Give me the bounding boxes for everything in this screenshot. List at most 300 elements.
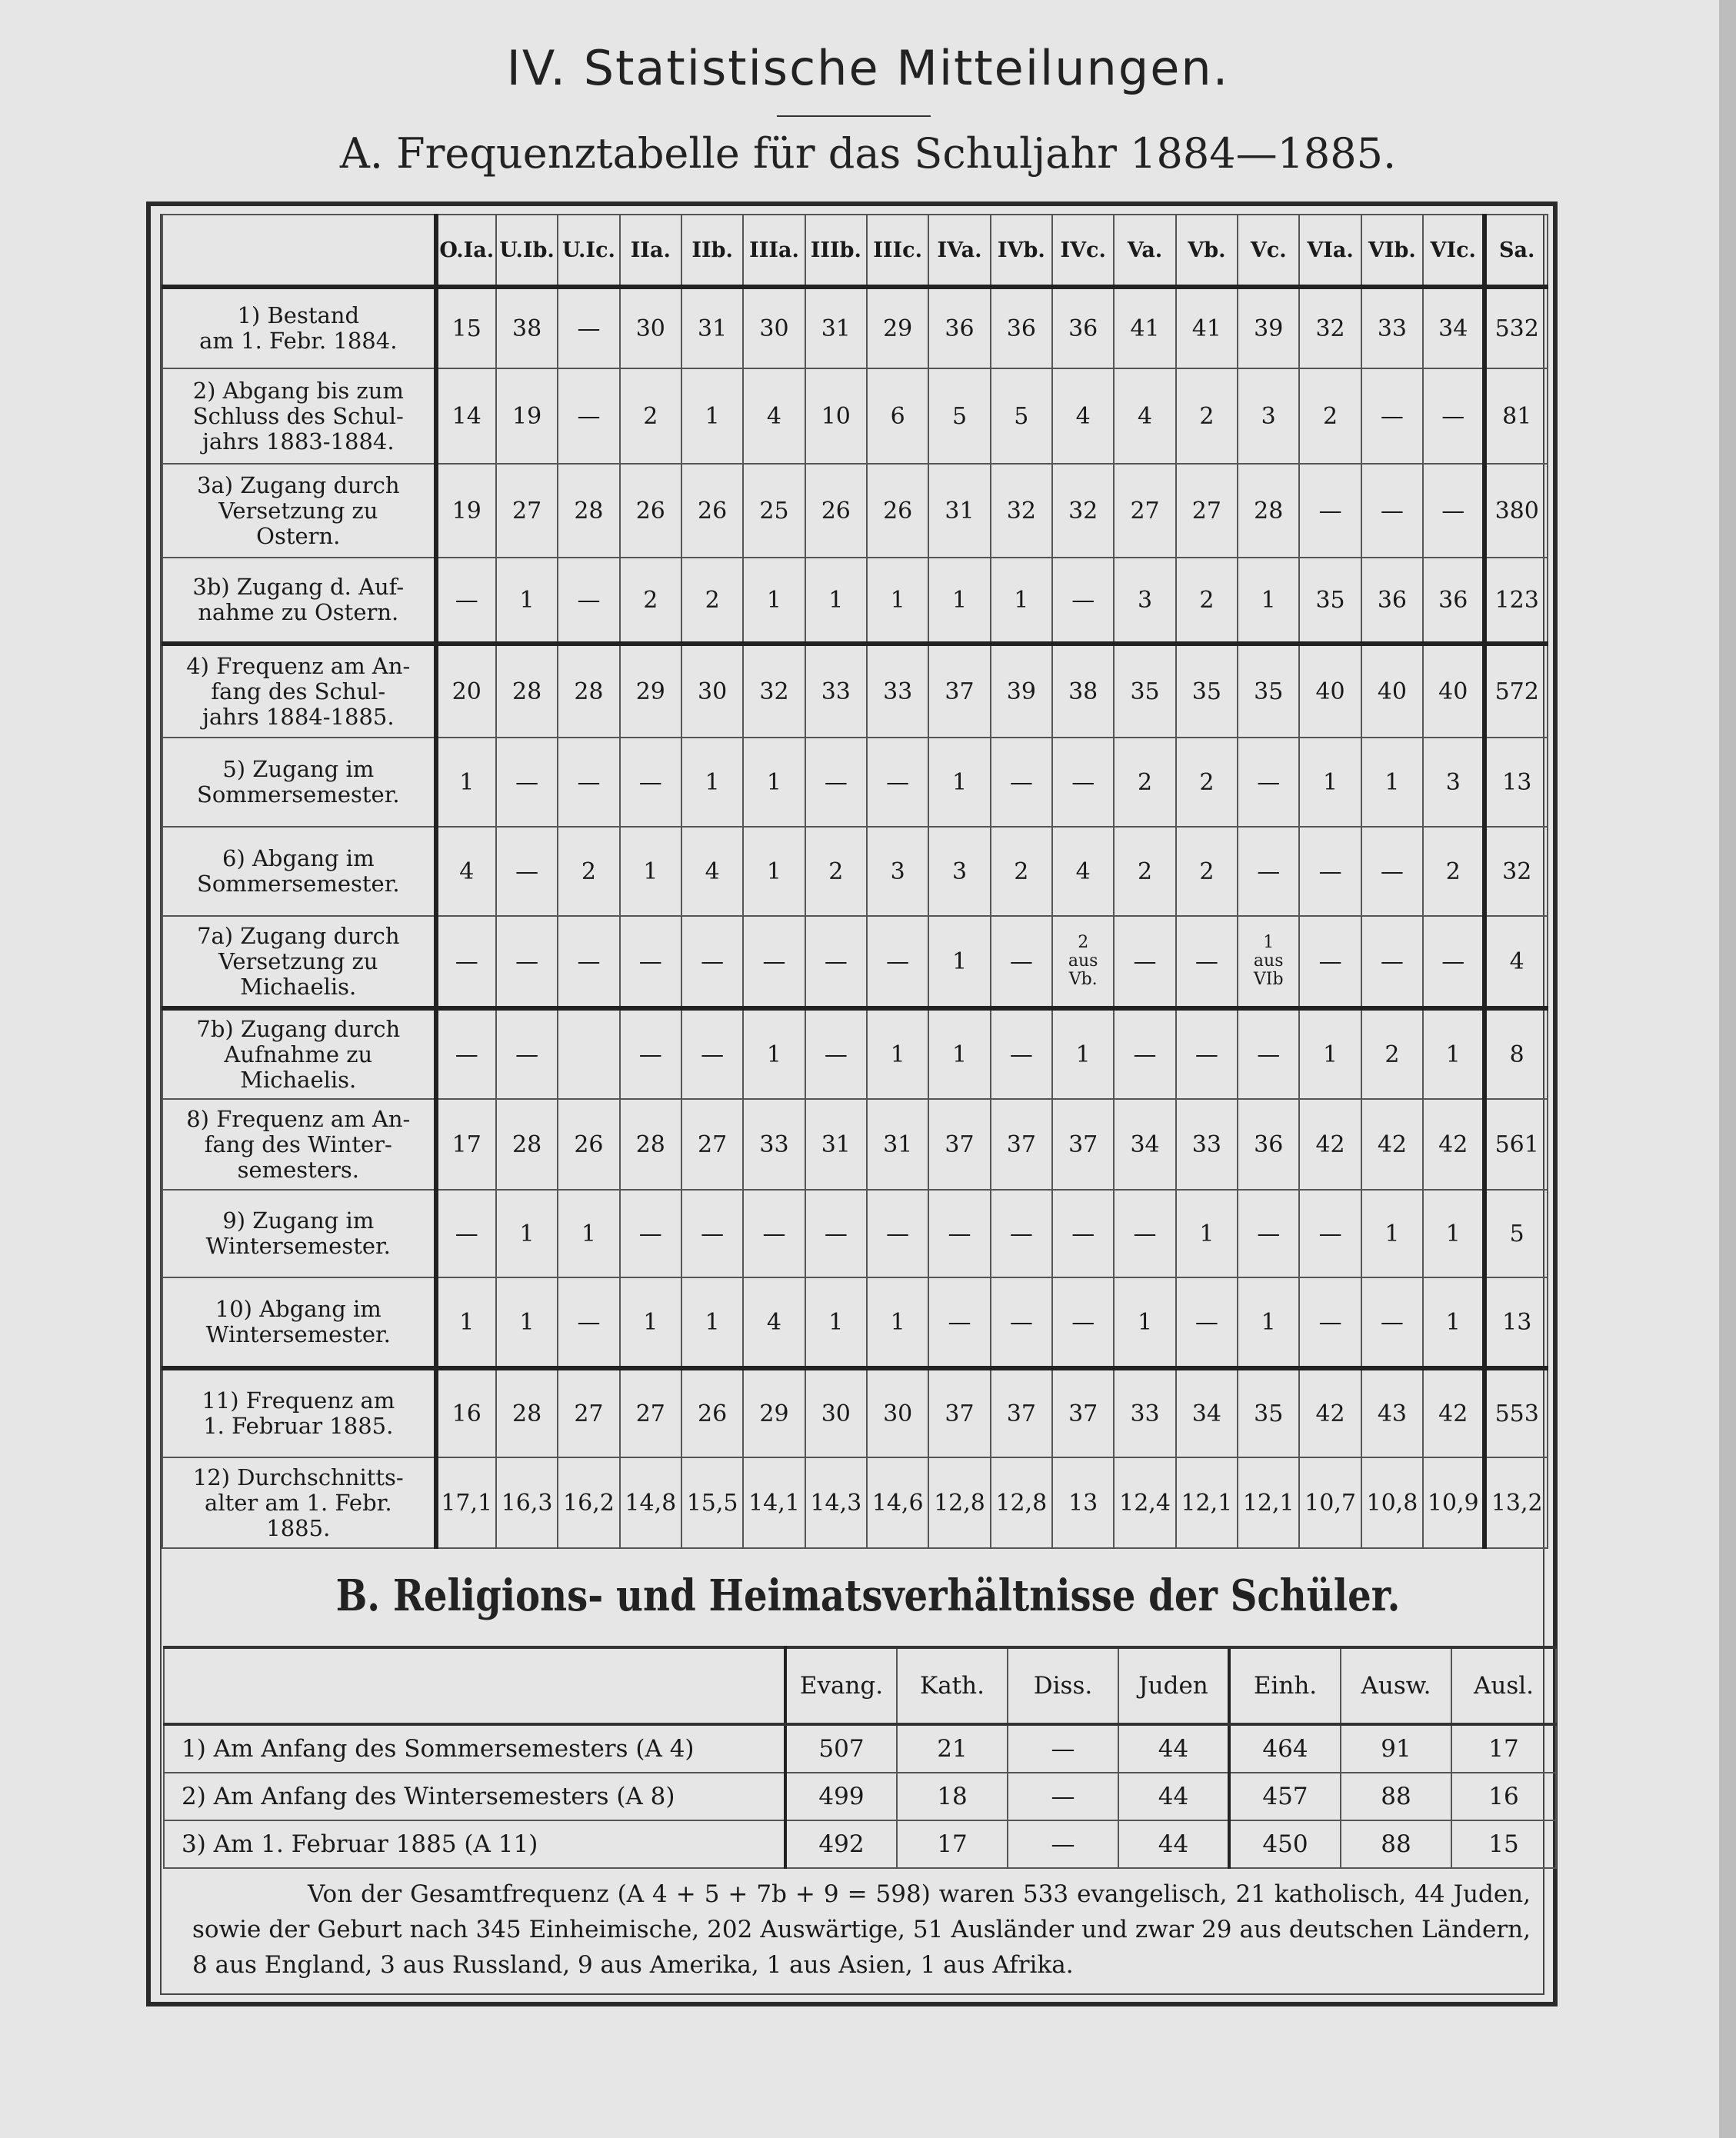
table-cell: — [1176,1008,1238,1099]
religion-row [164,1724,1556,1773]
table-cell: 1 [681,368,743,464]
column-header: Vc. [1238,215,1299,287]
section-a-title: A. Frequenztabelle für das Schuljahr 1884—1885. [339,129,1397,178]
table-cell: 2 [620,558,681,644]
row-label: 9) Zugang im Wintersemester. [162,1190,436,1277]
table-cell: 1 [1238,1277,1299,1368]
table-cell: 40 [1361,644,1423,738]
table-cell: 31 [681,287,743,368]
table-row [162,1099,1548,1190]
table-cell: 2 [1423,827,1484,916]
religion-table-header [164,1647,1556,1724]
table-cell: 4 [436,827,496,916]
table-cell: 28 [558,464,619,558]
table-cell: 1 [681,1277,743,1368]
table-cell: 1 [867,558,928,644]
row-label: 3b) Zugang d. Auf- nahme zu Ostern. [162,558,436,644]
table-cell: 1 [436,1277,496,1368]
summary-note [192,1877,1531,1983]
table-cell: 1 [991,558,1052,644]
religion-row-label: 2) Am Anfang des Wintersemesters (A 8) [164,1773,785,1820]
column-header: O.Ia. [436,215,496,287]
section-b-title: B. Religions- und Heimatsverhältnisse der Schüler. [335,1570,1401,1621]
table-cell: — [620,738,681,827]
table-cell: — [558,287,619,368]
table-cell: 3 [928,827,990,916]
table-cell: 1 [620,827,681,916]
table-cell: 17,1 [436,1457,496,1548]
table-cell: 2 [991,827,1052,916]
table-cell: 2 aus Vb. [1052,916,1114,1008]
table-row [162,827,1548,916]
religion-cell: 492 [785,1820,897,1868]
table-cell: 37 [1052,1368,1114,1457]
table-cell: 31 [928,464,990,558]
table-cell: 34 [1423,287,1484,368]
table-cell: 42 [1423,1099,1484,1190]
table-cell: — [805,738,867,827]
table-cell: 1 [1423,1008,1484,1099]
table-cell: 29 [620,644,681,738]
religion-header-corner [164,1647,785,1724]
religion-cell: 44 [1118,1773,1229,1820]
table-cell: 33 [867,644,928,738]
table-cell: 1 [1299,1008,1361,1099]
table-cell: 572 [1484,644,1548,738]
table-cell: 14 [436,368,496,464]
table-cell: 25 [743,464,805,558]
table-cell: 1 [496,558,558,644]
religion-cell: 16 [1451,1773,1556,1820]
row-label: 5) Zugang im Sommersemester. [162,738,436,827]
table-cell: 40 [1423,644,1484,738]
table-cell: 33 [805,644,867,738]
religion-table-body [164,1724,1556,1868]
table-cell: 5 [928,368,990,464]
table-cell: — [1052,738,1114,827]
table-cell: 34 [1114,1099,1175,1190]
table-cell: 13 [1484,738,1548,827]
table-cell: — [1361,827,1423,916]
table-cell: 35 [1176,644,1238,738]
religion-cell: 464 [1229,1724,1341,1773]
table-cell: — [867,738,928,827]
table-cell: 37 [991,1368,1052,1457]
table-cell: — [743,916,805,1008]
religion-column-header: Diss. [1008,1647,1118,1724]
table-cell: 20 [436,644,496,738]
table-cell: — [991,1190,1052,1277]
table-cell: 26 [681,464,743,558]
table-cell: — [1052,558,1114,644]
table-cell: 1 [928,738,990,827]
table-cell: 31 [867,1099,928,1190]
column-header: IIIc. [867,215,928,287]
table-cell: 37 [991,1099,1052,1190]
table-cell: 15,5 [681,1457,743,1548]
table-cell: — [1361,368,1423,464]
table-cell: 8 [1484,1008,1548,1099]
page-title: IV. Statistische Mitteilungen. [506,40,1230,96]
table-cell: 12,8 [991,1457,1052,1548]
table-cell: 35 [1299,558,1361,644]
religion-cell: 457 [1229,1773,1341,1820]
table-cell: 4 [681,827,743,916]
table-cell: 27 [1176,464,1238,558]
religion-cell: — [1008,1820,1118,1868]
table-cell: 37 [1052,1099,1114,1190]
table-cell: — [496,738,558,827]
table-cell: 4 [1052,368,1114,464]
header-corner [162,215,436,287]
column-header: VIa. [1299,215,1361,287]
table-cell: 26 [867,464,928,558]
religion-column-header: Ausl. [1451,1647,1556,1724]
table-cell: — [558,1277,619,1368]
table-cell: — [1361,1277,1423,1368]
religion-row-label: 1) Am Anfang des Sommersemesters (A 4) [164,1724,785,1773]
table-row [162,1277,1548,1368]
table-cell [558,1008,619,1099]
table-cell: 27 [620,1368,681,1457]
table-cell: 1 [805,558,867,644]
table-cell: 561 [1484,1099,1548,1190]
religion-cell: 21 [897,1724,1008,1773]
summary-note-text: Von der Gesamtfrequenz (A 4 + 5 + 7b + 9 = 598) waren 533 evangelisch, 21 katholisch, 44 Juden, sowie der Geburt nach 345 Einheimische, 202 Auswärtige, 51 Ausländer und zwar 29 aus deutschen Ländern, 8 aus England, 3 aus Russland, 9 aus Amerika, 1 aus Asien, 1 aus Afrika. [192,1880,1531,1979]
table-cell: 1 [867,1008,928,1099]
table-cell: 380 [1484,464,1548,558]
table-cell: 38 [496,287,558,368]
table-cell: — [1114,1008,1175,1099]
table-cell: 15 [436,287,496,368]
table-cell: 1 [496,1277,558,1368]
table-cell: — [620,1190,681,1277]
table-cell: — [681,916,743,1008]
table-cell: 34 [1176,1368,1238,1457]
table-cell: — [558,558,619,644]
religion-row [164,1773,1556,1820]
table-cell: 1 [928,558,990,644]
table-cell: 30 [805,1368,867,1457]
table-cell: 36 [1423,558,1484,644]
table-cell: 10 [805,368,867,464]
table-cell: 2 [1176,368,1238,464]
table-cell: — [558,368,619,464]
table-row [162,1457,1548,1548]
table-cell: 4 [743,1277,805,1368]
column-header: IIa. [620,215,681,287]
frequency-table-body [162,287,1548,1548]
table-cell: — [1299,916,1361,1008]
table-cell: 35 [1114,644,1175,738]
table-row [162,558,1548,644]
column-header: Sa. [1484,215,1548,287]
column-header: U.Ib. [496,215,558,287]
table-cell: 1 [1423,1190,1484,1277]
column-header: U.Ic. [558,215,619,287]
table-row [162,916,1548,1008]
table-cell: — [1176,916,1238,1008]
table-cell: — [1238,738,1299,827]
table-cell: 1 [928,1008,990,1099]
table-cell: 26 [558,1099,619,1190]
table-cell: — [558,738,619,827]
religion-cell: 450 [1229,1820,1341,1868]
religion-column-header: Ausw. [1341,1647,1451,1724]
column-header: VIc. [1423,215,1484,287]
table-cell: 30 [743,287,805,368]
table-cell: — [805,916,867,1008]
table-cell: — [1238,1008,1299,1099]
table-row [162,1008,1548,1099]
title-divider [777,115,931,117]
table-cell: — [496,827,558,916]
religion-column-header: Evang. [785,1647,897,1724]
table-cell: 13,2 [1484,1457,1548,1548]
table-cell: 2 [1114,738,1175,827]
table-cell: 42 [1423,1368,1484,1457]
table-row [162,287,1548,368]
column-header: IVb. [991,215,1052,287]
table-cell: 41 [1176,287,1238,368]
table-cell: 2 [620,368,681,464]
table-cell: — [1361,916,1423,1008]
table-cell: 26 [681,1368,743,1457]
table-cell: 36 [991,287,1052,368]
table-cell: 35 [1238,1368,1299,1457]
row-label: 4) Frequenz am An- fang des Schul- jahrs 1884-1885. [162,644,436,738]
table-cell: 2 [1176,558,1238,644]
table-cell: 123 [1484,558,1548,644]
table-cell: 37 [928,644,990,738]
table-cell: 4 [1114,368,1175,464]
table-cell: 17 [436,1099,496,1190]
table-row [162,644,1548,738]
row-label: 8) Frequenz am An- fang des Winter- semesters. [162,1099,436,1190]
table-cell: — [1423,916,1484,1008]
table-cell: — [1052,1190,1114,1277]
religion-cell: 44 [1118,1820,1229,1868]
row-label: 1) Bestand am 1. Febr. 1884. [162,287,436,368]
table-cell: 32 [1299,287,1361,368]
column-header: VIb. [1361,215,1423,287]
table-cell: — [681,1190,743,1277]
table-cell: 28 [496,1099,558,1190]
table-cell: 2 [1114,827,1175,916]
row-label: 7b) Zugang durch Aufnahme zu Michaelis. [162,1008,436,1099]
table-cell: 16 [436,1368,496,1457]
religion-cell: 88 [1341,1773,1451,1820]
table-cell: 532 [1484,287,1548,368]
frequency-table-header [162,215,1548,287]
table-cell: — [867,916,928,1008]
table-cell: — [991,916,1052,1008]
table-cell: — [867,1190,928,1277]
row-label: 3a) Zugang durch Versetzung zu Ostern. [162,464,436,558]
column-header: IIIa. [743,215,805,287]
table-cell: 37 [928,1099,990,1190]
table-cell: 1 [743,558,805,644]
table-cell: 19 [496,368,558,464]
table-cell: — [928,1190,990,1277]
table-row [162,464,1548,558]
table-cell: 2 [1176,738,1238,827]
column-header: IVa. [928,215,990,287]
row-label: 6) Abgang im Sommersemester. [162,827,436,916]
table-cell: — [436,1190,496,1277]
religion-row-label: 3) Am 1. Februar 1885 (A 11) [164,1820,785,1868]
table-cell: 1 [1361,1190,1423,1277]
table-cell: 1 [1052,1008,1114,1099]
table-cell: 38 [1052,644,1114,738]
table-cell: 12,1 [1176,1457,1238,1548]
table-cell: 28 [1238,464,1299,558]
table-cell: 1 [867,1277,928,1368]
table-cell: 40 [1299,644,1361,738]
page-edge [1719,0,1736,2138]
religion-cell: 15 [1451,1820,1556,1868]
table-cell: 2 [558,827,619,916]
table-cell: 30 [620,287,681,368]
table-cell: — [991,738,1052,827]
table-cell: 32 [991,464,1052,558]
table-cell: 30 [867,1368,928,1457]
table-cell: — [991,1277,1052,1368]
table-cell: 35 [1238,644,1299,738]
table-cell: — [681,1008,743,1099]
table-cell: 14,1 [743,1457,805,1548]
table-cell: 2 [805,827,867,916]
table-cell: 1 [620,1277,681,1368]
table-cell: 31 [805,1099,867,1190]
table-cell: 4 [1052,827,1114,916]
table-cell: 36 [928,287,990,368]
table-cell: 43 [1361,1368,1423,1457]
table-cell: — [1114,1190,1175,1277]
table-cell: 28 [496,644,558,738]
religion-cell: 499 [785,1773,897,1820]
column-header: IIIb. [805,215,867,287]
table-cell: 33 [1176,1099,1238,1190]
table-row [162,368,1548,464]
table-cell: 10,9 [1423,1457,1484,1548]
table-cell: 1 [558,1190,619,1277]
table-row [162,1368,1548,1457]
table-cell: 41 [1114,287,1175,368]
table-cell: 1 [928,916,990,1008]
table-cell: 36 [1238,1099,1299,1190]
table-cell: 1 [436,738,496,827]
table-cell: — [1361,464,1423,558]
table-row [162,1190,1548,1277]
table-cell: 4 [1484,916,1548,1008]
table-cell: 3 [1423,738,1484,827]
religion-cell: — [1008,1724,1118,1773]
table-cell: — [805,1008,867,1099]
table-cell: 5 [991,368,1052,464]
table-cell: — [1299,1277,1361,1368]
frequency-table [162,214,1548,1549]
table-cell: — [558,916,619,1008]
religion-cell: 17 [1451,1724,1556,1773]
table-cell: 3 [1114,558,1175,644]
table-cell: 10,8 [1361,1457,1423,1548]
row-label: 7a) Zugang durch Versetzung zu Michaelis. [162,916,436,1008]
table-cell: 33 [1361,287,1423,368]
table-cell: 1 [805,1277,867,1368]
table-cell: 2 [1176,827,1238,916]
table-cell: 1 [1299,738,1361,827]
table-cell: 27 [1114,464,1175,558]
table-cell: 42 [1361,1099,1423,1190]
religion-cell: 17 [897,1820,1008,1868]
table-cell: 13 [1484,1277,1548,1368]
table-cell: 27 [558,1368,619,1457]
religion-cell: 88 [1341,1820,1451,1868]
table-cell: 6 [867,368,928,464]
table-cell: — [805,1190,867,1277]
table-cell: 28 [558,644,619,738]
table-cell: 27 [681,1099,743,1190]
religion-cell: 507 [785,1724,897,1773]
table-cell: 29 [867,287,928,368]
column-header: Vb. [1176,215,1238,287]
table-cell: 1 aus VIb [1238,916,1299,1008]
row-label: 11) Frequenz am 1. Februar 1885. [162,1368,436,1457]
table-cell: 1 [1176,1190,1238,1277]
religion-column-header: Juden [1118,1647,1229,1724]
table-cell: 28 [496,1368,558,1457]
religion-cell: 91 [1341,1724,1451,1773]
table-cell: — [991,1008,1052,1099]
table-cell: 39 [991,644,1052,738]
table-cell: 1 [743,827,805,916]
row-label: 10) Abgang im Wintersemester. [162,1277,436,1368]
table-cell: 37 [928,1368,990,1457]
table-cell: 36 [1052,287,1114,368]
table-cell: — [1299,827,1361,916]
table-cell: — [1114,916,1175,1008]
table-cell: — [1052,1277,1114,1368]
table-cell: — [1423,464,1484,558]
table-cell: 4 [743,368,805,464]
religion-cell: 18 [897,1773,1008,1820]
table-cell: — [620,1008,681,1099]
table-cell: 1 [743,1008,805,1099]
table-cell: 2 [1299,368,1361,464]
table-cell: 13 [1052,1457,1114,1548]
table-cell: 12,1 [1238,1457,1299,1548]
table-cell: 30 [681,644,743,738]
religion-cell: — [1008,1773,1118,1820]
table-cell: 31 [805,287,867,368]
column-header: Va. [1114,215,1175,287]
table-cell: — [1238,827,1299,916]
table-cell: 33 [1114,1368,1175,1457]
table-cell: 32 [743,644,805,738]
table-cell: — [1299,1190,1361,1277]
table-cell: 39 [1238,287,1299,368]
table-cell: 10,7 [1299,1457,1361,1548]
table-cell: 1 [743,738,805,827]
table-cell: 1 [496,1190,558,1277]
table-cell: 14,6 [867,1457,928,1548]
religion-row [164,1820,1556,1868]
religion-cell: 44 [1118,1724,1229,1773]
table-cell: — [436,1008,496,1099]
table-cell: 42 [1299,1099,1361,1190]
table-cell: 28 [620,1099,681,1190]
